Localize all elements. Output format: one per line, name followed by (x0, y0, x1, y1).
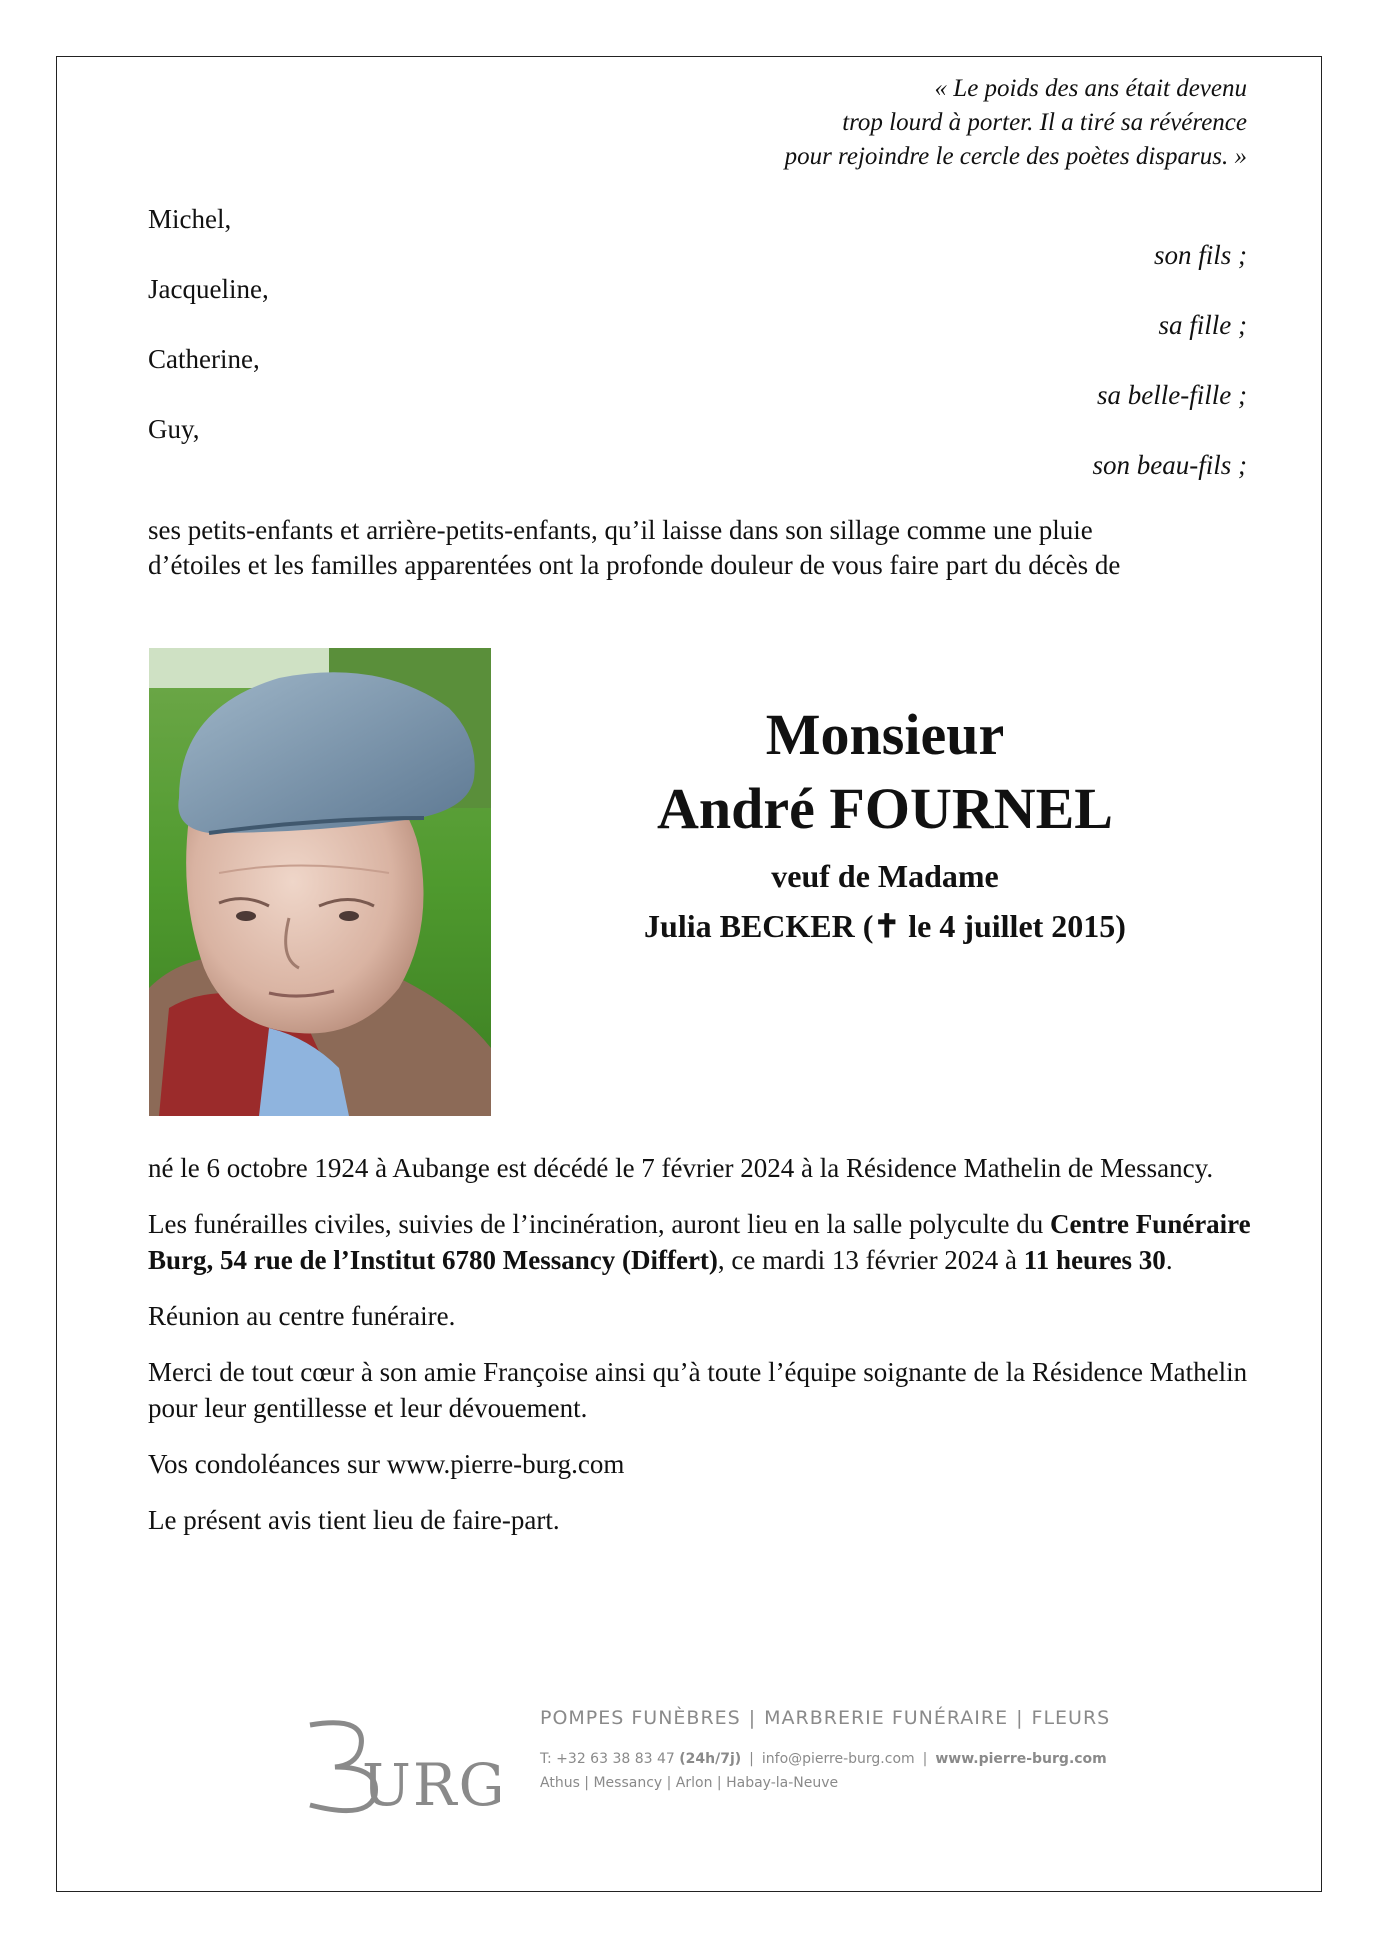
spouse-line (560, 906, 1210, 946)
service-flowers: FLEURS (1031, 1707, 1111, 1729)
cross-icon: ✝ (873, 908, 901, 944)
epigraph-quote (547, 72, 1247, 174)
birth-death-paragraph: né le 6 octobre 1924 à Aubange est décédé le 7 février 2024 à la Résidence Mathelin de Messancy. (148, 1153, 1214, 1183)
contact-line: T: +32 63 38 83 47 (24h/7j) | info@pierre-burg.com | www.pierre-burg.com (540, 1751, 1107, 1767)
svg-text:URG: URG (362, 1751, 500, 1815)
funeral-time: 11 heures 30 (1023, 1245, 1166, 1275)
condolences-paragraph: Vos condoléances sur www.pierre-burg.com (148, 1449, 625, 1479)
reunion-paragraph: Réunion au centre funéraire. (148, 1301, 456, 1331)
relative-role: son fils ; (1153, 240, 1247, 270)
deceased-headline (560, 700, 1210, 946)
email-link[interactable]: info@pierre-burg.com (761, 1751, 915, 1767)
notice-body (148, 1150, 1258, 1558)
funeral-date-text: , ce mardi 13 février 2024 à (717, 1245, 1024, 1275)
spouse-death-date: le 4 juillet 2015) (900, 908, 1126, 944)
website-link[interactable]: www.pierre-burg.com (935, 1751, 1107, 1767)
relative-role: sa belle-fille ; (1097, 380, 1247, 410)
spouse-name: Julia BECKER ( (644, 908, 874, 944)
service-masonry: MARBRERIE FUNÉRAIRE (764, 1707, 1009, 1729)
funeral-period: . (1165, 1245, 1173, 1275)
funeral-text: Les funérailles civiles, suivies de l’incinération, auront lieu en la salle polyculte du (148, 1209, 1050, 1239)
footer-contact (540, 1705, 1140, 1793)
relative-role: sa fille ; (1158, 310, 1247, 340)
deceased-name: André FOURNEL (657, 776, 1113, 841)
relative-name: Guy, (148, 414, 200, 444)
quote-line: « Le poids des ans était devenu (934, 75, 1247, 102)
relative-role: son beau-fils ; (1092, 450, 1247, 480)
relative-name: Jacqueline, (148, 274, 269, 304)
services-line: POMPES FUNÈBRES | MARBRERIE FUNÉRAIRE | FLEURS (540, 1707, 1111, 1729)
quote-line: trop lourd à porter. Il a tiré sa révérence (842, 109, 1247, 136)
announcement-intro (148, 513, 1248, 583)
relative-name: Catherine, (148, 344, 260, 374)
funeral-location: Centre Funéraire Burg, 54 rue de l’Institut 6780 Messancy (Differt) (148, 1209, 1251, 1275)
widow-of-label: veuf de Madame (771, 858, 999, 894)
relative-name: Michel, (148, 204, 232, 234)
service-funeral: POMPES FUNÈBRES (540, 1707, 741, 1729)
phone-hours: (24h/7j) (679, 1751, 742, 1767)
locations-line: Athus | Messancy | Arlon | Habay-la-Neuve (540, 1775, 839, 1791)
funeral-paragraph (148, 1206, 1258, 1278)
portrait-photo (149, 648, 491, 1116)
thanks-paragraph: Merci de tout cœur à son amie Françoise ainsi qu’à toute l’équipe soignante de la Résidence Mathelin pour leur gentillesse et leur dévouement. (148, 1357, 1248, 1423)
intro-line: ses petits-enfants et arrière-petits-enfants, qu’il laisse dans son sillage comme une pluie (148, 515, 1093, 545)
phone-number: T: +32 63 38 83 47 (540, 1751, 675, 1767)
honorific-title: Monsieur (765, 702, 1005, 767)
intro-line: d’étoiles et les familles apparentées ont la profonde douleur de vous faire part du décès de (148, 550, 1121, 580)
quote-line: pour rejoindre le cercle des poètes disparus. » (784, 143, 1247, 170)
burg-logo (300, 1705, 500, 1815)
notice-paragraph: Le présent avis tient lieu de faire-part. (148, 1505, 560, 1535)
